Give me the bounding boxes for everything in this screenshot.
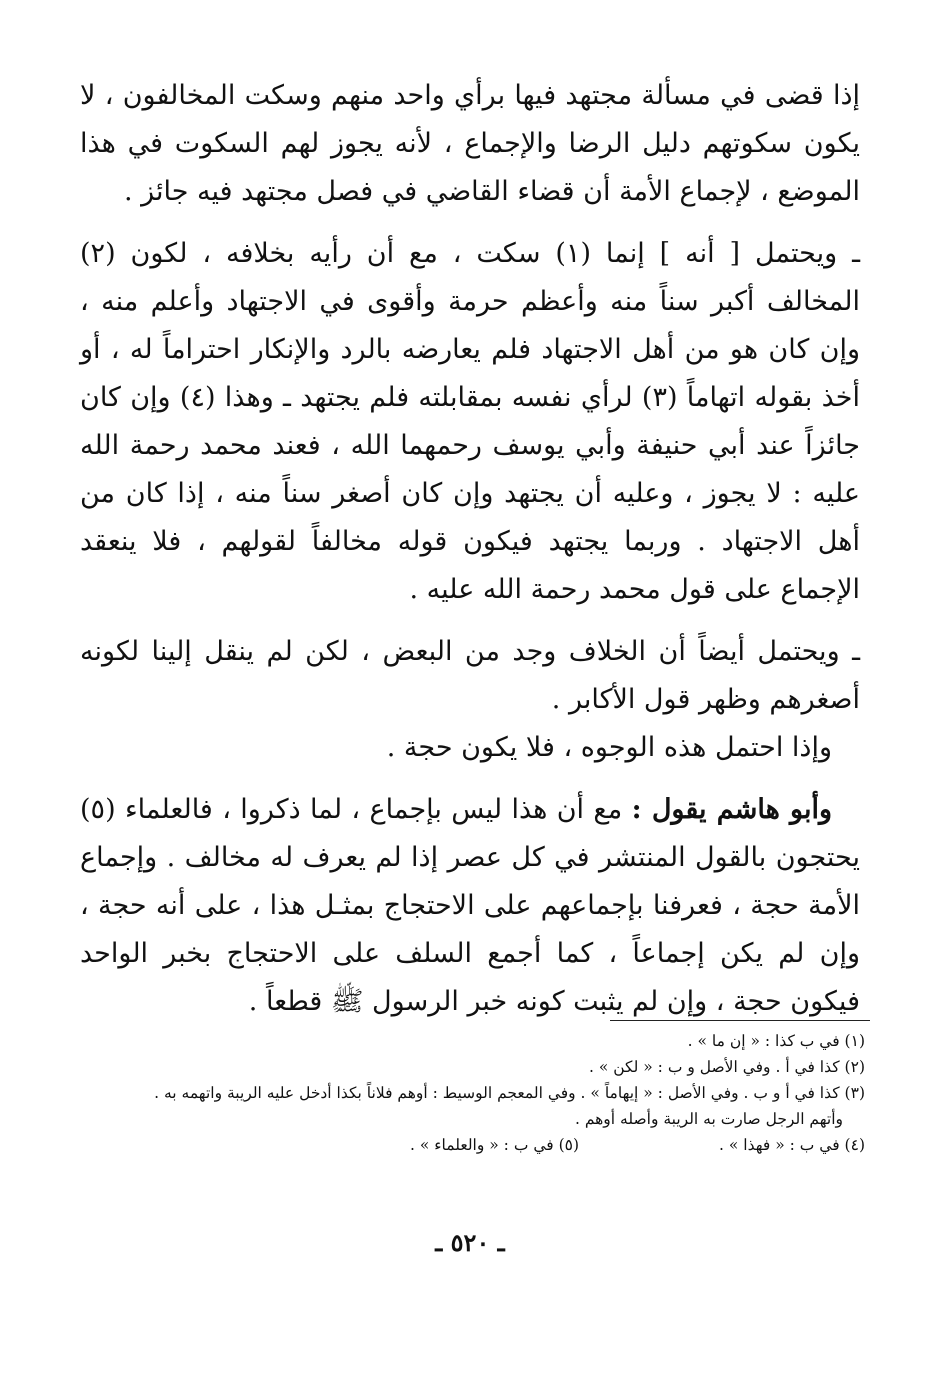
footnote-5: (٥) في ب : « والعلماء » . <box>409 1136 580 1154</box>
footnote-4: (٤) في ب : « فهذا » . <box>719 1136 865 1154</box>
footnotes-4-5 <box>80 1132 865 1158</box>
main-text <box>80 72 860 1026</box>
footnote-1: (١) في ب كذا : « إن ما » . <box>687 1032 865 1050</box>
footnote-3: (٣) كذا في أ و ب . وفي الأصل : « إيهاماً » . وفي المعجم الوسيط : أوهم فلاناً بكذا أدخل عليه الريبة واتهمه به . <box>154 1084 865 1102</box>
paragraph-abu-hashim <box>80 786 860 1026</box>
footnote-2: (٢) كذا في أ . وفي الأصل و ب : « لكن » . <box>588 1058 865 1076</box>
footnotes <box>80 1028 865 1158</box>
abu-hashim-lead: وأبو هاشم يقول : <box>631 794 833 825</box>
abu-hashim-text: مع أن هذا ليس بإجماع ، لما ذكروا ، فالعلماء (٥) يحتجون بالقول المنتشر في كل عصر إذا لم يعرف له مخالف . وإجماع الأمة حجة ، فعرفنا بإجماعهم على الاحتجاج بمثـل هذا ، على أنه حجة ، وإن لم يكن إجماعاً ، كما أجمع السلف على الاحتجاج بخبر الواحد فيكون حجة ، وإن لم يثبت كونه خبر الرسول ﷺ قطعاً . <box>80 794 860 1017</box>
footnote-3-continuation: وأتهم الرجل صارت به الريبة وأصله أوهم . <box>574 1110 843 1128</box>
footnote-divider <box>610 1020 870 1021</box>
paragraph-3: ـ ويحتمل أيضاً أن الخلاف وجد من البعض ، لكن لم ينقل إلينا لكونه أصغرهم وظهر قول الأكابر . <box>80 636 860 715</box>
paragraph-2: ـ ويحتمل [ أنه ] إنما (١) سكت ، مع أن رأيه بخلافه ، لكون (٢) المخالف أكبر سناً منه وأعظم حرمة وأقوى في الاجتهاد وأعلم منه ، وإن كان هو من أهل الاجتهاد فلم يعارضه بالرد والإنكار احتراماً له ، أو أخذ بقوله اتهاماً (٣) لرأي نفسه بمقابلته فلم يجتهد ـ وهذا (٤) وإن كان جائزاً عند أبي حنيفة وأبي يوسف رحمهما الله ، فعند محمد رحمة الله عليه : لا يجوز ، وعليه أن يجتهد وإن كان أصغر سناً منه ، إذا كان من أهل الاجتهاد . وربما يجتهد فيكون قوله مخالفاً لقولهم ، فلا ينعقد الإجماع على قول محمد رحمة الله عليه . <box>80 238 860 605</box>
paragraph-1: إذا قضى في مسألة مجتهد فيها برأي واحد منهم وسكت المخالفون ، لا يكون سكوتهم دليل الرضا والإجماع ، لأنه يجوز لهم السكوت في هذا الموضع ، لإجماع الأمة أن قضاء القاضي في فصل مجتهد فيه جائز . <box>80 80 860 207</box>
paragraph-4: وإذا احتمل هذه الوجوه ، فلا يكون حجة . <box>386 732 832 763</box>
page-number: ـ ٥٢٠ ـ <box>435 1228 505 1257</box>
